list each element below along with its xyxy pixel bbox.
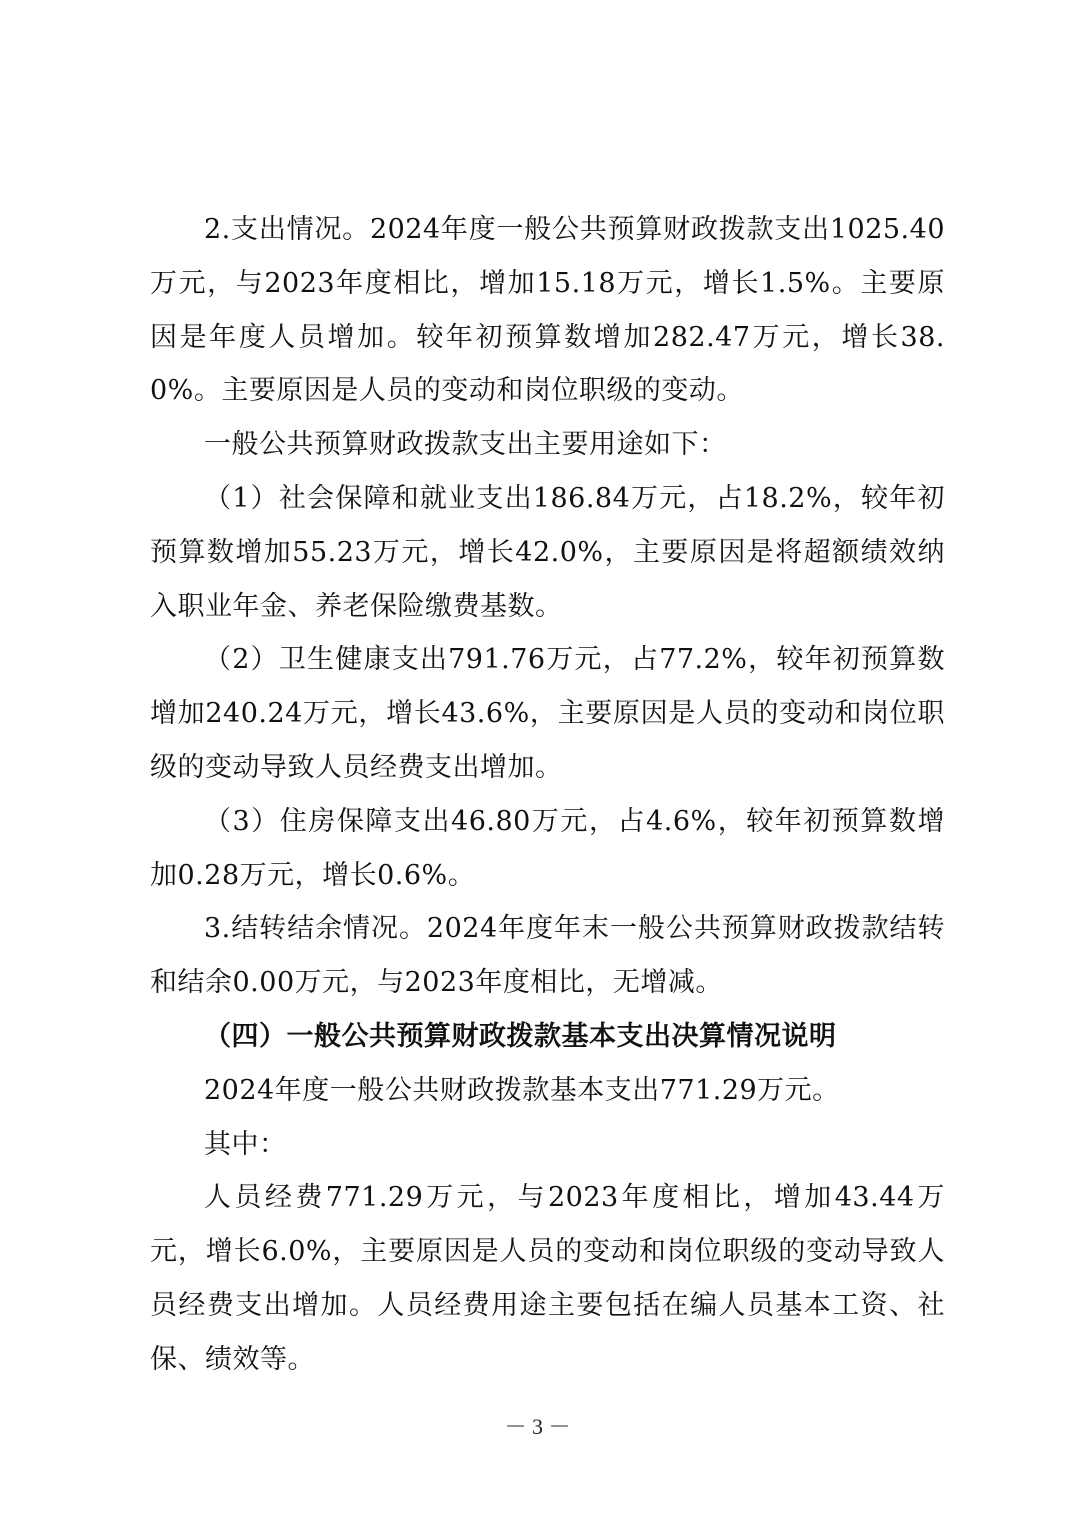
- document-body: [150, 203, 945, 1387]
- section-heading-basic-expenditure: （四）一般公共预算财政拨款基本支出决算情况说明: [204, 1020, 837, 1052]
- paragraph-housing: （3）住房保障支出46.80万元，占4.6%，较年初预算数增加0.28万元，增长0.6%。: [150, 805, 945, 891]
- page-number: － 3 －: [504, 1414, 571, 1439]
- paragraph-carryover: 3.结转结余情况。2024年度年末一般公共预算财政拨款结转和结余0.00万元，与2023年度相比，无增减。: [150, 913, 945, 999]
- paragraph-among-them: 其中：: [204, 1128, 287, 1160]
- paragraph-basic-expenditure-total: 2024年度一般公共财政拨款基本支出771.29万元。: [204, 1074, 840, 1106]
- paragraph-main-uses: 一般公共预算财政拨款支出主要用途如下：: [204, 429, 727, 461]
- paragraph-social-security: （1）社会保障和就业支出186.84万元，占18.2%，较年初预算数增加55.23万元，增长42.0%，主要原因是将超额绩效纳入职业年金、养老保险缴费基数。: [150, 482, 945, 622]
- paragraph-health: （2）卫生健康支出791.76万元，占77.2%，较年初预算数增加240.24万元，增长43.6%，主要原因是人员的变动和岗位职级的变动导致人员经费支出增加。: [150, 644, 945, 783]
- paragraph-personnel-expenses: 人员经费771.29万元，与2023年度相比，增加43.44万元，增长6.0%，主要原因是人员的变动和岗位职级的变动导致人员经费支出增加。人员经费用途主要包括在编人员基本工资、社保、绩效等。: [150, 1182, 945, 1375]
- paragraph-expenditure: 2.支出情况。2024年度一般公共预算财政拨款支出1025.40万元，与2023年度相比，增加15.18万元，增长1.5%。主要原因是年度人员增加。较年初预算数增加282.47万元，增长38.0%。主要原因是人员的变动和岗位职级的变动。: [150, 214, 945, 407]
